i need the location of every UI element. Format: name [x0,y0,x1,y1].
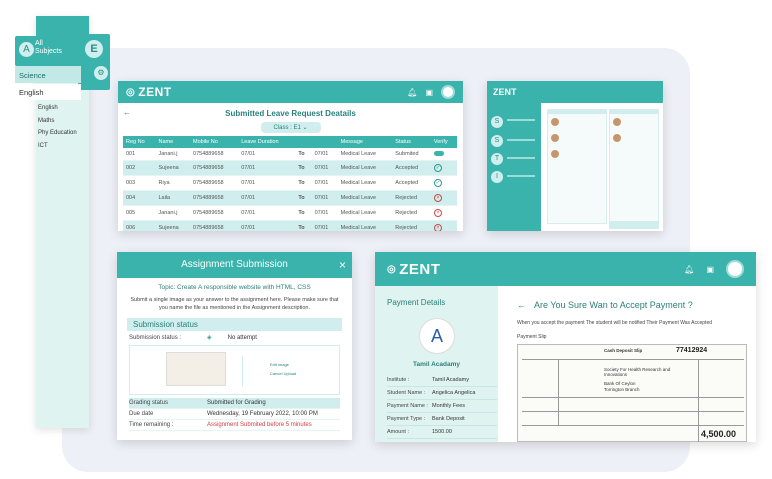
payment-slip-label: Payment Slip [517,334,547,340]
grading-label: Grading status [129,400,169,406]
avatar [551,134,559,142]
table-cell-verify [431,161,457,176]
table-cell-mobile: 0754889658 [190,221,238,232]
assignment-window [117,252,352,440]
payment-detail-value: Angelica Angelica [432,390,476,396]
payment-slip-image [517,344,747,442]
table-header: Leave Duration [238,136,295,148]
table-row[interactable] [123,161,457,176]
table-cell-to-label: To [295,221,311,232]
table-cell-status: Rejected [392,221,431,232]
table-cell-verify [431,148,457,161]
payment-detail-value: Tamil Acadamy [432,377,469,383]
topbar [487,81,663,103]
check-icon: ✓ [435,180,440,186]
slip-society: Society For Health Research and Innovations [604,367,671,377]
table-header: Verify [431,136,457,148]
table-cell-from: 07/01 [238,161,295,176]
logo-text: ZENT [399,260,441,278]
due-label: Due date [129,411,154,417]
zent-logo-icon: ◎ [387,263,397,275]
table-cell-message: Medical Leave [338,206,393,221]
subject-circle-e[interactable]: E [85,40,103,58]
table-cell-name: Sujeena [156,161,191,176]
table-cell-message: Medical Leave [338,176,393,191]
due-row [129,409,340,420]
accept-payment-note: When you accept the payment The student will be notified Their Payment Was Accepted [517,320,713,326]
subject-sub-item[interactable]: ICT [38,142,48,149]
zent-logo: ZENT [493,87,517,97]
chat-message [610,130,658,146]
subject-item-english[interactable]: English [15,84,81,100]
dialog-header [117,252,352,278]
submission-status-value: No attempt [227,334,257,341]
table-cell-mobile: 0754889658 [190,148,238,161]
grading-grid [129,398,340,431]
slip-number: 77412924 [676,347,708,354]
chat-contact-s[interactable]: S [491,116,503,128]
table-cell-status: Rejected [392,206,431,221]
table-cell-name: Janani.j [156,148,191,161]
chat-message-column [609,109,659,224]
slip-branch: Torrington Branch [604,387,640,392]
grading-row [129,398,340,409]
submission-status-heading: Submission status [127,318,342,331]
chat-list-item[interactable] [548,130,606,146]
payment-detail-row [387,426,497,439]
table-header: Status [392,136,431,148]
payment-detail-label: Institute : [387,377,410,383]
settings-icon[interactable]: ⚙ [94,66,108,80]
slip-rule [522,359,744,360]
payment-detail-row [387,387,497,400]
slip-rule [698,359,699,442]
chat-message [610,114,658,130]
subject-sub-item[interactable]: Phy Education [38,130,77,136]
chat-contact-line [507,157,535,159]
table-cell-mobile: 0754889658 [190,161,238,176]
message-input[interactable] [609,221,659,229]
table-header: Message [338,136,393,148]
table-header [312,136,338,148]
table-row[interactable] [123,206,457,221]
back-arrow-icon[interactable]: ← [123,108,131,117]
payment-detail-value: Bank Deposit [432,416,465,422]
table-header: Mobile No [190,136,238,148]
bell-icon[interactable]: 🔔︎ [684,264,695,274]
table-cell-message: Medical Leave [338,161,393,176]
question-text: Are You Sure Wan to Accept Payment ? [534,300,693,310]
remaining-row [129,420,340,431]
table-cell-reg: 001 [123,148,156,161]
uploaded-image-preview [166,352,226,386]
reject-icon: × [434,194,442,202]
reject-icon: × [434,209,442,217]
table-cell-to-label: To [295,148,311,161]
chat-list-item[interactable] [548,146,606,162]
close-icon[interactable]: × [338,258,346,272]
table-cell-to-label: To [295,191,311,206]
table-cell-reg: 006 [123,221,156,232]
cancel-upload-link[interactable]: Cancel Upload [270,371,297,376]
page-title: Submitted Leave Request Deatails [225,109,356,118]
table-cell-status: Submited [392,148,431,161]
slip-title: Cash Deposit Slip [604,348,643,353]
chat-contact-line [507,119,535,121]
table-cell-verify [431,206,457,221]
chat-window [487,81,663,231]
divider [242,356,243,386]
payment-detail-row [387,400,497,413]
table-row[interactable] [123,148,457,161]
chat-list-column [547,109,607,224]
institute-name: Tamil Acadamy [413,361,460,368]
accept-payment-question [517,300,693,310]
subject-circle-a: A [19,42,34,57]
submission-status-label: Submission status : [129,334,182,341]
avatar[interactable] [726,260,744,278]
table-cell-from: 07/01 [238,206,295,221]
slip-bank: Bank Of Ceylon [604,381,636,386]
table-cell-name: Riya [156,176,191,191]
payment-window [375,252,756,442]
table-cell-name: Janani.j [156,206,191,221]
leave-table [123,136,457,231]
subject-sublist [38,102,77,152]
chat-contact-s2[interactable]: S [491,135,503,147]
edit-image-link[interactable]: Edit image [270,362,289,367]
avatar [613,134,621,142]
table-cell-from: 07/01 [238,176,295,191]
institute-logo: A [419,318,455,354]
chat-contact-t[interactable]: T [491,153,503,165]
remaining-label: Time remaining : [129,422,174,428]
avatar [613,118,621,126]
table-cell-to-label: To [295,206,311,221]
reject-icon: × [434,224,442,231]
table-cell-name: Sujeena [156,221,191,232]
table-cell-reg: 005 [123,206,156,221]
table-cell-name: Laila [156,191,191,206]
all-subjects-label: All Subjects [35,40,62,55]
leave-requests-window [118,81,463,231]
slip-rule [522,397,744,398]
slip-rule [522,411,744,412]
zent-logo-icon: ◎ [126,86,136,98]
upload-area[interactable] [129,345,340,395]
table-cell-to: 07/01 [312,161,338,176]
assignment-instructions: Submit a single image as your answer to the assignment here. Please make sure that you name the file as mentioned in the Assignment description. [130,297,339,311]
chat-list-item[interactable] [548,114,606,130]
table-cell-from: 07/01 [238,221,295,232]
table-cell-from: 07/01 [238,148,295,161]
payment-detail-row [387,374,497,387]
submission-status-row [129,334,340,341]
dialog-title: Assignment Submission [181,259,288,270]
table-cell-status: Accepted [392,176,431,191]
calendar-icon[interactable]: ▣ [425,87,433,97]
assignment-topic: Topic: Create A responsible website with HTML, CSS [158,284,311,291]
table-cell-reg: 003 [123,176,156,191]
slip-amount: 4,500.00 [701,429,737,439]
table-cell-to: 07/01 [312,206,338,221]
subject-item-science[interactable]: Science [15,66,81,83]
chat-contact-line [507,139,535,141]
payment-detail-label: Amount : [387,429,410,435]
avatar [551,150,559,158]
due-value: Wednesday, 19 February 2022, 10:00 PM [207,411,318,417]
table-cell-verify [431,221,457,232]
table-cell-to: 07/01 [312,221,338,232]
shield-icon: ◈ [207,335,212,341]
zent-logo [126,85,172,99]
payment-detail-label: Student Name : [387,390,426,396]
payment-detail-row [387,413,497,426]
table-cell-verify [431,191,457,206]
topbar [118,81,463,103]
topbar [375,252,756,286]
table-cell-to-label: To [295,176,311,191]
subject-sub-item[interactable]: English [38,105,58,111]
slip-rule [558,359,559,425]
table-cell-reg: 004 [123,191,156,206]
table-cell-reg: 002 [123,161,156,176]
bell-icon[interactable]: 🔔︎ [407,87,418,97]
payment-detail-label: Payment Type : [387,416,426,422]
zent-logo [387,261,440,278]
table-header [295,136,311,148]
table-cell-mobile: 0754889658 [190,191,238,206]
table-cell-status: Rejected [392,191,431,206]
table-cell-message: Medical Leave [338,148,393,161]
logo-text: ZENT [138,85,172,99]
chevron-down-icon: ⌄ [302,125,308,131]
table-cell-mobile: 0754889658 [190,176,238,191]
table-cell-from: 07/01 [238,191,295,206]
verify-button[interactable] [434,151,444,156]
table-cell-message: Medical Leave [338,191,393,206]
slip-rule [522,425,744,426]
grading-value: Submitted for Grading [207,400,266,406]
chat-contact-line [507,175,535,177]
calendar-icon[interactable]: ▣ [706,264,714,274]
avatar [551,118,559,126]
upload-actions [270,360,296,378]
table-row[interactable] [123,191,457,206]
table-cell-verify [431,176,457,191]
check-icon: ✓ [435,165,440,171]
table-row[interactable] [123,176,457,191]
class-select[interactable] [261,122,321,133]
table-header: Reg No [123,136,156,148]
payment-detail-value: 1500.00 [432,429,452,435]
table-cell-to: 07/01 [312,148,338,161]
back-arrow-icon[interactable]: ← [517,300,526,310]
payment-detail-value: Monthly Fees [432,403,466,409]
payment-detail-rows [387,374,497,439]
table-header: Name [156,136,191,148]
payment-details-title: Payment Details [387,298,446,307]
table-cell-message: Medical Leave [338,221,393,232]
table-cell-to: 07/01 [312,176,338,191]
remaining-value: Assignment Submited before 5 minutes [207,422,312,428]
avatar[interactable] [441,85,455,99]
table-row[interactable] [123,221,457,232]
table-cell-to-label: To [295,161,311,176]
table-cell-mobile: 0754889658 [190,206,238,221]
table-cell-to: 07/01 [312,191,338,206]
subject-sub-item[interactable]: Maths [38,117,55,124]
chat-contact-i[interactable]: I [491,171,503,183]
class-select-value: Class : E1 [273,125,301,131]
table-cell-status: Accepted [392,161,431,176]
payment-detail-label: Payment Name : [387,403,428,409]
